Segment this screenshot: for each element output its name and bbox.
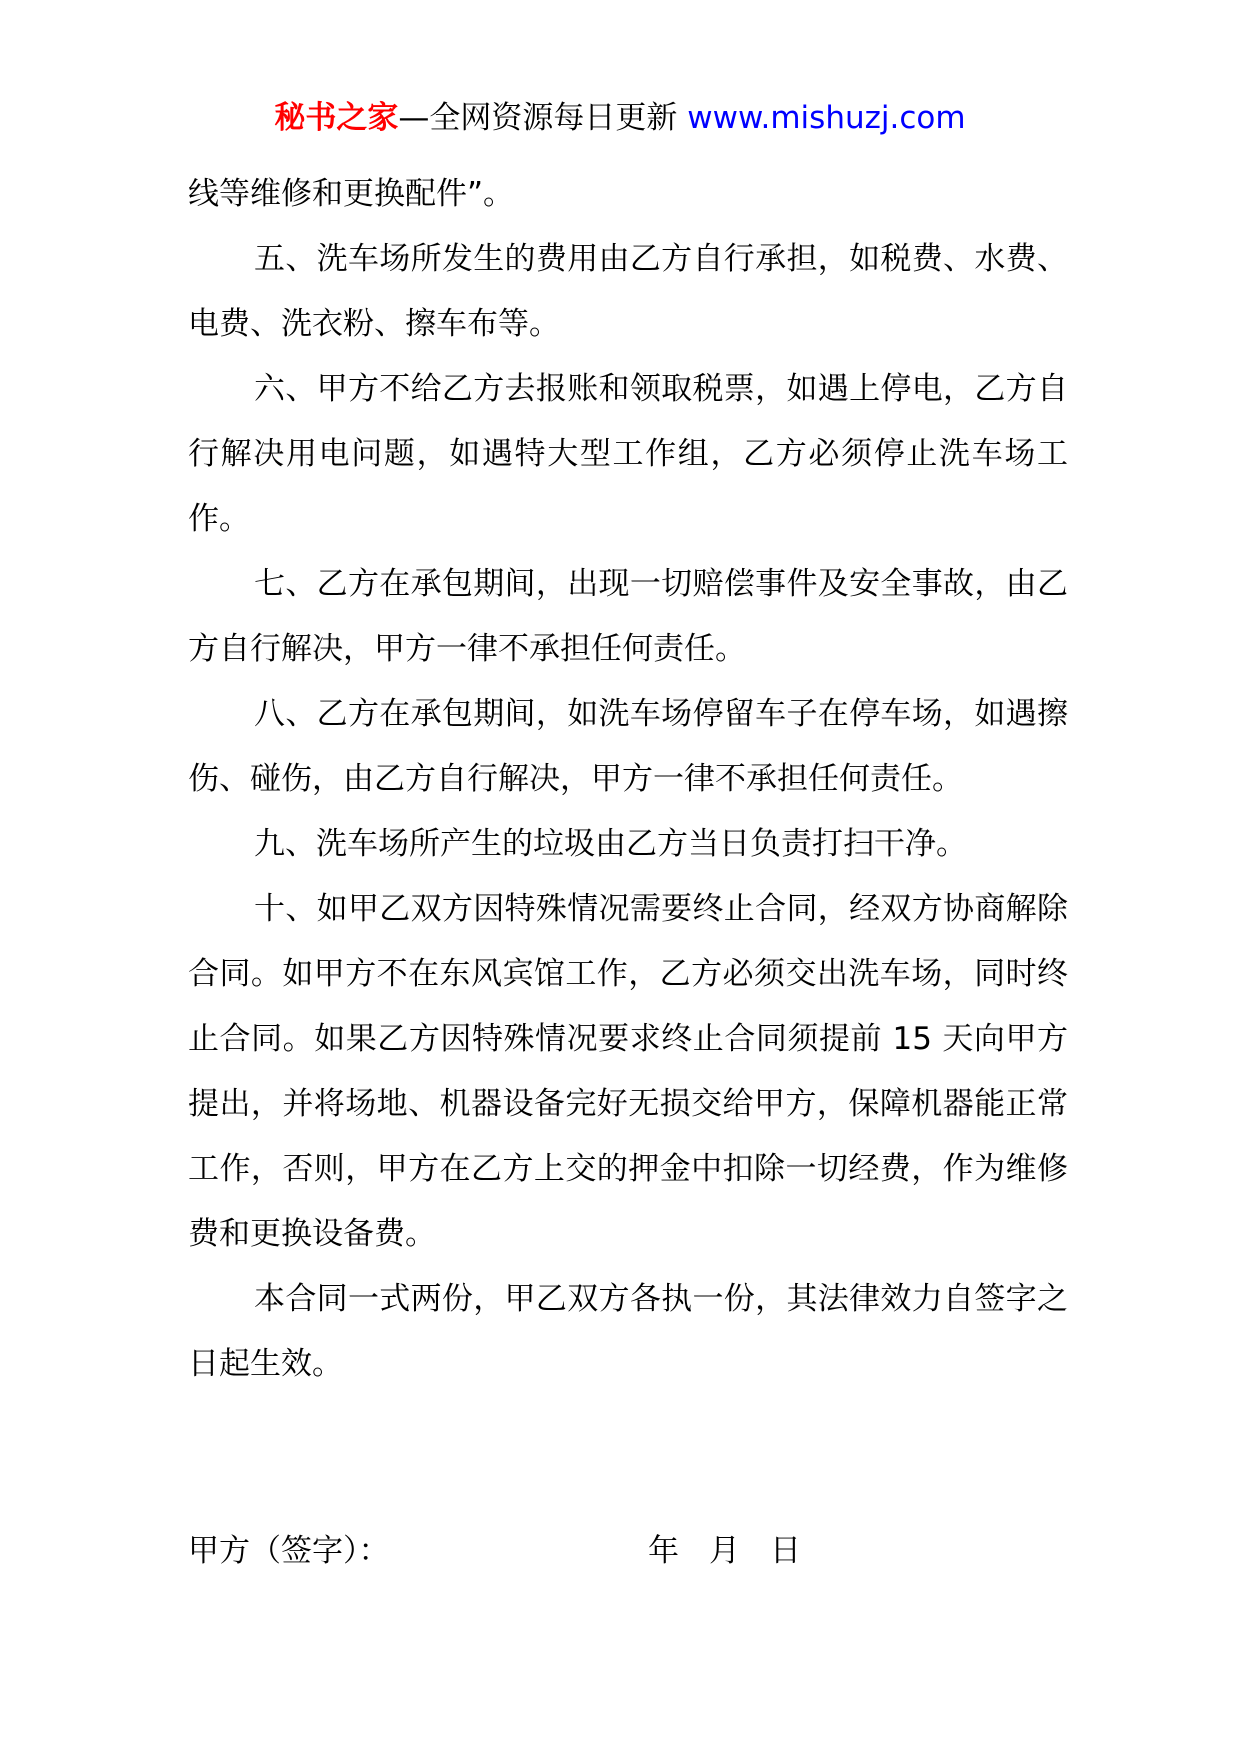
site-header [0,96,1240,140]
contract-body [188,162,1068,1397]
date-month-label: 月 [709,1533,740,1569]
date-year-label: 年 [648,1533,679,1569]
date-day-label: 日 [770,1533,801,1569]
closing-clause: 本合同一式两份，甲乙双方各执一份，其法律效力自签字之日起生效。 [188,1281,1068,1382]
header-tagline: —全网资源每日更新 [398,100,678,136]
brand-name: 秘书之家 [274,100,399,136]
signature-date [648,1526,801,1576]
clause-nine: 九、洗车场所产生的垃圾由乙方当日负责打扫干净。 [254,826,967,862]
site-url-link[interactable]: www.mishuzj.com [687,100,966,136]
clause-ten: 十、如甲乙双方因特殊情况需要终止合同，经双方协商解除合同。如甲方不在东风宾馆工作，乙方必须交出洗车场，同时终止合同。如果乙方因特殊情况要求终止合同须提前 15 天向甲方提出，并将场地、机器设备完好无损交给甲方，保障机器能正常工作，否则，甲方在乙方上交的押金中扣除一切经费，作为维修费和更换设备费。 [188,891,1068,1252]
clause-six: 六、甲方不给乙方去报账和领取税票，如遇上停电，乙方自行解决用电问题，如遇特大型工作组，乙方必须停止洗车场工作。 [188,371,1068,537]
clause-seven: 七、乙方在承包期间，出现一切赔偿事件及安全事故，由乙方自行解决，甲方一律不承担任何责任。 [188,566,1068,667]
clause-eight: 八、乙方在承包期间，如洗车场停留车子在停车场，如遇擦伤、碰伤，由乙方自行解决，甲方一律不承担任何责任。 [188,696,1068,797]
clause-five: 五、洗车场所发生的费用由乙方自行承担，如税费、水费、电费、洗衣粉、擦车布等。 [188,241,1068,342]
party-a-signature-label: 甲方（签字）： [188,1533,390,1569]
paragraph-continuation: 线等维修和更换配件”。 [188,176,515,212]
